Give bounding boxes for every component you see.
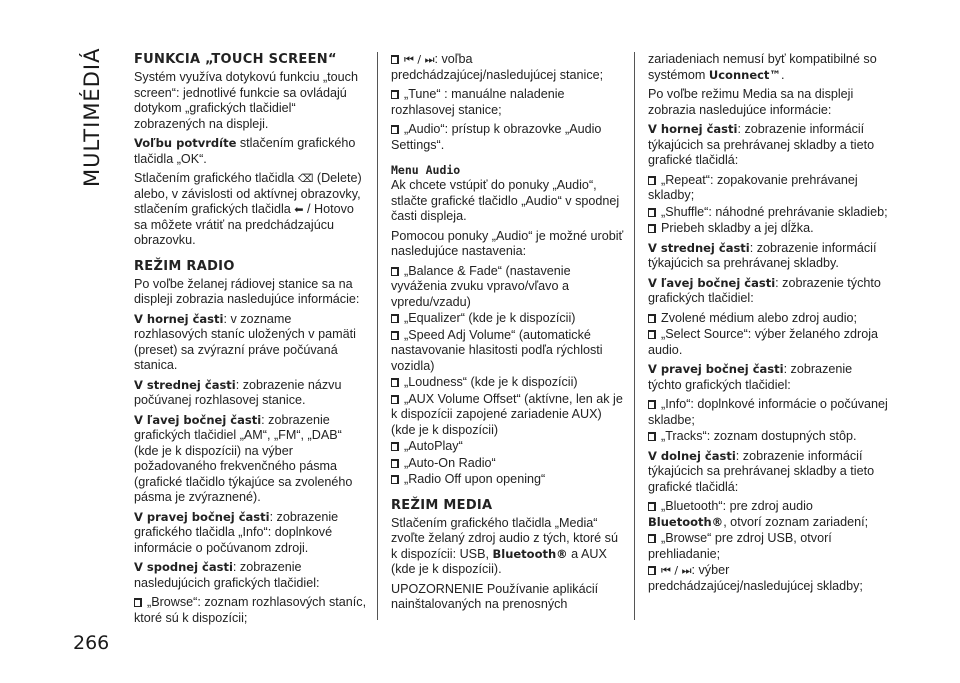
list-item [391,311,627,327]
bluetooth-brand: Bluetooth® [648,514,724,529]
list-item [648,221,888,237]
bullet-icon [391,378,399,387]
paragraph-prava [648,362,888,393]
paragraph-media [391,516,627,578]
list-item [648,499,888,530]
paragraph-stred [648,241,888,272]
paragraph-menu1: Ak chcete vstúpiť do ponuky „Audio“, stlačte grafické tlačidlo „Audio“ v spodnej časti displeja. [391,178,620,223]
paragraph-volba [134,136,368,167]
text-delete-post: (Delete) alebo, v závislosti od aktívnej obrazovky, stlačením grafických tlačidla [134,171,362,216]
bullet-icon [391,395,399,404]
heading-touch-screen: FUNKCIA „TOUCH SCREEN“ [134,52,337,67]
text-cont-pre: zariadeniach nemusí byť kompatibilné so systémom [648,52,877,82]
section-title: MULTIMÉDIÁ [80,48,104,188]
text-horna: : zobrazenie informácií týkajúcich sa prehrávanej skladby a tieto grafické tlačidlá: [648,122,875,167]
bullet-icon [391,459,399,468]
text-back-post: / Hotovo sa môžete vrátiť na predchádzajúcu obrazovku. [134,202,354,247]
label-lava: V ľavej bočnej časti [648,275,776,290]
list-item-text: Zvolené médium alebo zdroj audio; [661,310,858,325]
text-lava: : zobrazenie grafických tlačidiel „AM“, „FM“, „DAB“ (kde je k dispozícii) na výber požadovaného frekvenčného pásma (grafické tlačidlo týkajúce sa zvoleného pásma je zvýraznené). [134,412,353,504]
label-stred: V strednej časti [134,377,236,392]
bullet-icon [648,400,656,409]
list-item [134,595,368,626]
paragraph-dolna [648,449,888,496]
text-spodna: : zobrazenie nasledujúcich grafických tlačidiel: [134,560,320,590]
paragraph-menu2: Pomocou ponuky „Audio“ je možné urobiť nasledujúce nastavenia: [391,228,624,258]
heading-media: REŽIM MEDIA [391,497,493,513]
bullet-icon [648,314,656,323]
bullet-icon [648,208,656,217]
bullet-icon [648,566,656,575]
bluetooth-brand: Bluetooth® [492,546,568,561]
text-stred: : zobrazenie informácií týkajúcich sa prehrávanej skladby. [648,240,877,270]
list-item-text: : voľba predchádzajúcej/nasledujúcej stanice; [391,52,604,82]
list-item-text: „Auto-On Radio“ [404,455,496,470]
bullet-icon [134,598,142,607]
bullet-icon [648,224,656,233]
list-item-text: „Radio Off upon opening“ [404,472,546,486]
paragraph-delete [134,171,368,249]
column-divider [634,52,635,620]
label-spodna: V spodnej časti [134,560,233,574]
list-item-text: „Speed Adj Volume“ (automatické nastavovanie hlasitosti podľa rýchlosti vozidla) [391,327,603,373]
list-item-text: „Tune“ : manuálne naladenie rozhlasovej stanice; [391,87,565,117]
text-delete-pre: Stlačením grafického tlačidla [134,171,298,185]
list-item-text: , otvorí zoznam zariadení; [723,514,869,529]
list-item [648,397,888,428]
label-stred: V strednej časti [648,240,750,255]
label-horna: V hornej časti [134,311,224,326]
paragraph-media-info: Po voľbe režimu Media sa na displeji zobrazia nasledujúce informácie: [648,87,854,117]
bullet-icon [391,55,399,64]
list-item-text: „Repeat“: zopakovanie prehrávanej skladby; [648,172,858,202]
bullet-icon [648,330,656,339]
list-item [648,563,888,594]
bullet-icon [391,331,399,340]
paragraph-radio: Po voľbe želanej rádiovej stanice sa na displeji zobrazia nasledujúce informácie: [134,276,360,306]
paragraph-upozornenie: UPOZORNENIE Používanie aplikácií nainštalovaných na prenosných [391,581,599,611]
list-item-text: „Shuffle“: náhodné prehrávanie skladieb; [661,204,888,219]
list-item [648,327,888,358]
list-item [391,439,627,455]
label-lava: V ľavej bočnej časti [134,412,262,427]
list-item-text: „Browse“: zoznam rozhlasových staníc, ktoré sú k dispozícii; [134,595,367,625]
paragraph-continued [648,52,888,83]
bullet-icon [648,502,656,511]
bullet-icon [648,432,656,441]
bullet-icon [391,314,399,323]
list-item-text: „Audio“: prístup k obrazovke „Audio Settings“. [391,122,602,152]
label-dolna: V dolnej časti [648,448,736,463]
bullet-icon [391,442,399,451]
list-item [648,531,888,562]
prev-next-icon: ⏮ / ⏭ [661,564,692,577]
label-volba: Voľbu potvrdíte [134,136,237,150]
column-3 [648,52,888,598]
list-item [391,52,627,83]
heading-radio: REŽIM RADIO [134,258,235,274]
label-prava: V pravej bočnej časti [648,362,784,376]
list-item-text: „Tracks“: zoznam dostupných stôp. [661,429,857,443]
list-item [648,311,888,327]
paragraph-prava [134,510,368,557]
list-item [391,456,627,472]
paragraph-touch: Systém využíva dotykovú funkciu „touch screen“: jednotlivé funkcie sa ovládajú dotykom „grafických tlačidiel“ zobrazených na displeji. [134,70,358,131]
list-item-text: : výber predchádzajúcej/nasledujúcej skladby; [648,563,863,593]
page-number: 266 [73,632,110,654]
list-item [391,264,627,311]
bullet-icon [391,125,399,134]
label-prava: V pravej bočnej časti [134,509,270,524]
text-prava: : zobrazenie týchto grafických tlačidiel: [648,362,853,392]
prev-next-icon: ⏮ / ⏭ [404,53,435,66]
list-item [391,392,627,439]
column-2 [391,52,627,617]
text-stred: : zobrazenie názvu počúvanej rozhlasovej stanice. [134,377,342,407]
list-item-text: „Loudness“ (kde je k dispozícii) [404,375,578,389]
list-item-text: „Bluetooth“: pre zdroj audio [661,499,813,513]
paragraph-stred [134,378,368,409]
list-item-text: „Select Source“: výber želaného zdroja audio. [648,327,879,357]
text-cont-post: . [780,67,785,82]
paragraph-lava [134,413,368,506]
bullet-icon [391,267,399,276]
text-horna: : v zozname rozhlasových staníc uložených v pamäti (preset) sa zvýrazní práve počúvaná stanica. [134,311,356,372]
bullet-icon [391,90,399,99]
list-item [648,429,888,445]
paragraph-spodna [134,560,368,591]
column-1 [134,52,368,630]
bullet-icon [648,534,656,543]
text-media-post: a AUX (kde je k dispozícii). [391,546,607,576]
paragraph-horna [134,312,368,374]
list-item-text: „Info“: doplnkové informácie o počúvanej skladbe; [648,397,888,427]
bullet-icon [648,176,656,185]
text-lava: : zobrazenie týchto grafických tlačidiel: [648,275,881,305]
list-item [391,122,627,153]
text-prava: : zobrazenie grafického tlačidla „Info“: doplnkové informácie o počúvanom zdroji. [134,509,339,555]
text-media-pre: Stlačením grafického tlačidla „Media“ zvoľte želaný zdroj audio z tých, ktoré sú k dispozícii: USB, [391,515,618,561]
list-item [391,328,627,375]
column-divider [377,52,378,620]
list-item-text: Priebeh skladby a jej dĺžka. [661,221,814,235]
heading-menu-audio: Menu Audio [391,163,461,177]
list-item-text: „AutoPlay“ [404,439,463,453]
text-volba: stlačením grafického tlačidla „OK“. [134,136,356,166]
back-arrow-icon: ⬅ [294,203,304,216]
list-item-text: „Browse“ pre zdroj USB, otvorí prehliadanie; [648,531,832,561]
list-item-text: „AUX Volume Offset“ (aktívne, len ak je k dispozícii zapojené zariadenie AUX) (kde je k dispozícii) [391,391,623,437]
list-item [391,472,627,488]
list-item [648,173,888,204]
list-item [391,375,627,391]
text-dolna: : zobrazenie informácií týkajúcich sa prehrávanej skladby a tieto grafické tlačidlá: [648,448,875,494]
paragraph-lava [648,276,888,307]
list-item [648,205,888,221]
bullet-icon [391,475,399,484]
list-item-text: „Equalizer“ (kde je k dispozícii) [404,311,576,325]
delete-icon: ⌫ [297,172,314,185]
label-horna: V hornej časti [648,122,738,136]
list-item-text: „Balance & Fade“ (nastavenie vyváženia zvuku vpravo/vľavo a vpredu/vzadu) [391,263,571,309]
paragraph-horna [648,122,888,169]
uconnect-brand: Uconnect™ [708,67,781,82]
list-item [391,87,627,118]
